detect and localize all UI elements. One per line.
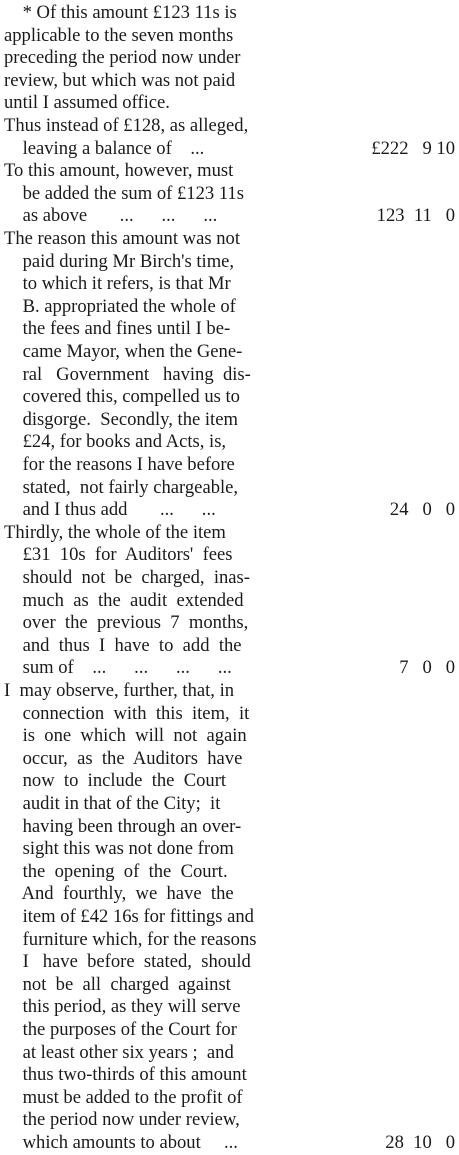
text-line: be added the sum of £123 11s <box>4 182 244 204</box>
text-line: The reason this amount was not <box>4 228 240 249</box>
text-line: until I assumed office. <box>4 92 170 114</box>
text-line: the fees and fines until I be- <box>4 318 231 340</box>
text-line: covered this, compelled us to <box>4 386 240 408</box>
text-line: at least other six years ; and <box>4 1041 234 1063</box>
text-line: ral Government having dis- <box>4 363 251 385</box>
text-line: B. appropriated the whole of <box>4 295 236 317</box>
text-line: applicable to the seven months <box>4 24 234 46</box>
text-line: leaving a balance of ... <box>4 137 205 159</box>
text-line: having been through an over- <box>4 815 242 837</box>
text-line: should not be charged, inas- <box>4 567 250 588</box>
text-line: sight this was not done from <box>4 838 234 860</box>
amount-value: 7 0 0 <box>399 657 455 679</box>
text-line: furniture which, for the reasons <box>4 928 257 950</box>
text-line: And fourthly, we have the <box>4 883 234 905</box>
text-line: preceding the period now under <box>4 47 241 69</box>
text-line: not be all charged against <box>4 973 231 995</box>
text-line: £31 10s for Auditors' fees <box>4 544 233 566</box>
text-line: much as the audit extended <box>4 589 244 611</box>
text-line: connection with this item, it <box>4 702 250 724</box>
text-line: for the reasons I have before <box>4 454 235 475</box>
text-line: came Mayor, when the Gene- <box>4 341 243 362</box>
text-line: stated, not fairly chargeable, <box>4 476 239 498</box>
text-line: and thus I have to add the <box>4 634 242 656</box>
text-line: disgorge. Secondly, the item <box>4 408 238 430</box>
text-line: as above ... ... ... <box>4 205 218 227</box>
amount-value: £222 9 10 <box>371 137 455 159</box>
text-line: item of £42 16s for fittings and <box>4 906 254 927</box>
amount-value: 123 11 0 <box>376 205 455 227</box>
text-line: to which it refers, is that Mr <box>4 273 231 295</box>
text-line: and I thus add ... ... <box>4 499 216 521</box>
text-line: occur, as the Auditors have <box>4 747 243 769</box>
text-line: the period now under review, <box>4 1109 240 1131</box>
text-line: is one which will not again <box>4 725 247 747</box>
text-line: the opening of the Court. <box>4 860 228 882</box>
text-line: I have before stated, should <box>4 951 251 973</box>
text-line: To this amount, however, must <box>4 160 234 182</box>
amount-value: 28 10 0 <box>385 1132 455 1153</box>
text-line: sum of ... ... ... ... <box>4 657 232 679</box>
text-line: paid during Mr Birch's time, <box>4 250 235 272</box>
text-line: over the previous 7 months, <box>4 612 249 634</box>
text-line: must be added to the profit of <box>4 1086 243 1108</box>
text-line: thus two-thirds of this amount <box>4 1064 247 1086</box>
text-line: which amounts to about ... <box>4 1132 238 1153</box>
text-line: * Of this amount £123 11s is <box>4 2 237 23</box>
text-line: the purposes of the Court for <box>4 1019 237 1040</box>
text-line: now to include the Court <box>4 770 227 792</box>
amount-value: 24 0 0 <box>389 499 455 521</box>
text-line: I may observe, further, that, in <box>4 680 235 701</box>
text-line: audit in that of the City; it <box>4 793 221 814</box>
text-line: Thirdly, the whole of the item <box>4 521 226 543</box>
text-line: review, but which was not paid <box>4 69 236 91</box>
text-line: Thus instead of £128, as alleged, <box>4 115 249 136</box>
text-line: £24, for books and Acts, is, <box>4 431 227 453</box>
text-line: this period, as they will serve <box>4 996 241 1018</box>
